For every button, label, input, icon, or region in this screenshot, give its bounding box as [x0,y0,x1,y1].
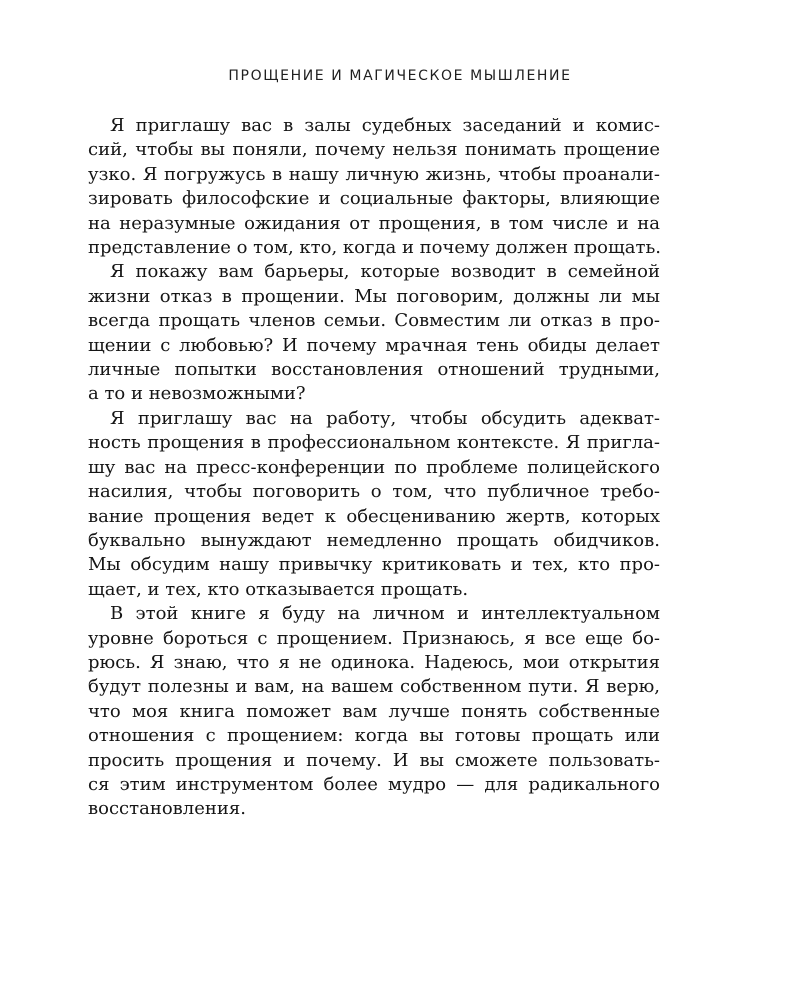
text-line: зировать философские и социальные факторы, влияющие [88,188,660,210]
text-line: Я приглашу вас на работу, чтобы обсудить адекват- [110,407,660,429]
text-line: ность прощения в профессиональном контексте. Я пригла- [88,432,660,454]
body-text [88,114,660,822]
text-line: что моя книга поможет вам лучше понять собственные [88,700,660,722]
text-line: на неразумные ожидания от прощения, в том числе и на [88,212,660,234]
running-header: ПРОЩЕНИЕ И МАГИЧЕСКОЕ МЫШЛЕНИЕ [228,68,572,84]
text-line: Я покажу вам барьеры, которые возводит в семейной [110,261,660,283]
text-line: сий, чтобы вы поняли, почему нельзя понимать прощение [88,139,660,161]
text-line: В этой книге я буду на личном и интеллектуальном [110,603,660,625]
text-line: щении с любовью? И почему мрачная тень обиды делает [88,334,660,356]
text-line: Я приглашу вас в залы судебных заседаний и комис- [110,115,660,136]
text-line: всегда прощать членов семьи. Совместим ли отказ в про- [88,310,660,332]
text-line: буквально вынуждают немедленно прощать обидчиков. [88,529,660,551]
text-line: а то и невозможными? [88,383,306,405]
text-line: уровне бороться с прощением. Признаюсь, я все еще бо- [88,627,660,649]
text-line: представление о том, кто, когда и почему должен прощать. [88,237,661,259]
text-line: Мы обсудим нашу привычку критиковать и тех, кто про- [88,554,660,576]
text-line: жизни отказ в прощении. Мы поговорим, должны ли мы [88,285,660,307]
paragraph [88,114,660,260]
text-line: восстановления. [88,798,246,820]
text-line: будут полезны и вам, на вашем собственном пути. Я верю, [88,676,660,698]
paragraph [88,260,660,406]
text-line: узко. Я погружусь в нашу личную жизнь, чтобы проанали- [88,163,660,185]
text-line: просить прощения и почему. И вы сможете пользовать- [88,749,660,771]
paragraph [88,602,660,822]
text-line: шу вас на пресс-конференции по проблеме полицейского [88,456,660,478]
text-line: ся этим инструментом более мудро — для радикального [88,773,660,795]
text-line: насилия, чтобы поговорить о том, что публичное требо- [88,481,660,503]
text-line: отношения с прощением: когда вы готовы прощать или [88,725,660,747]
text-line: вание прощения ведет к обесцениванию жертв, которых [88,505,660,527]
text-line: рюсь. Я знаю, что я не одинока. Надеюсь, мои открытия [88,651,660,673]
text-line: щает, и тех, кто отказывается прощать. [88,578,469,600]
text-line: личные попытки восстановления отношений трудными, [88,359,660,381]
paragraph [88,407,660,602]
